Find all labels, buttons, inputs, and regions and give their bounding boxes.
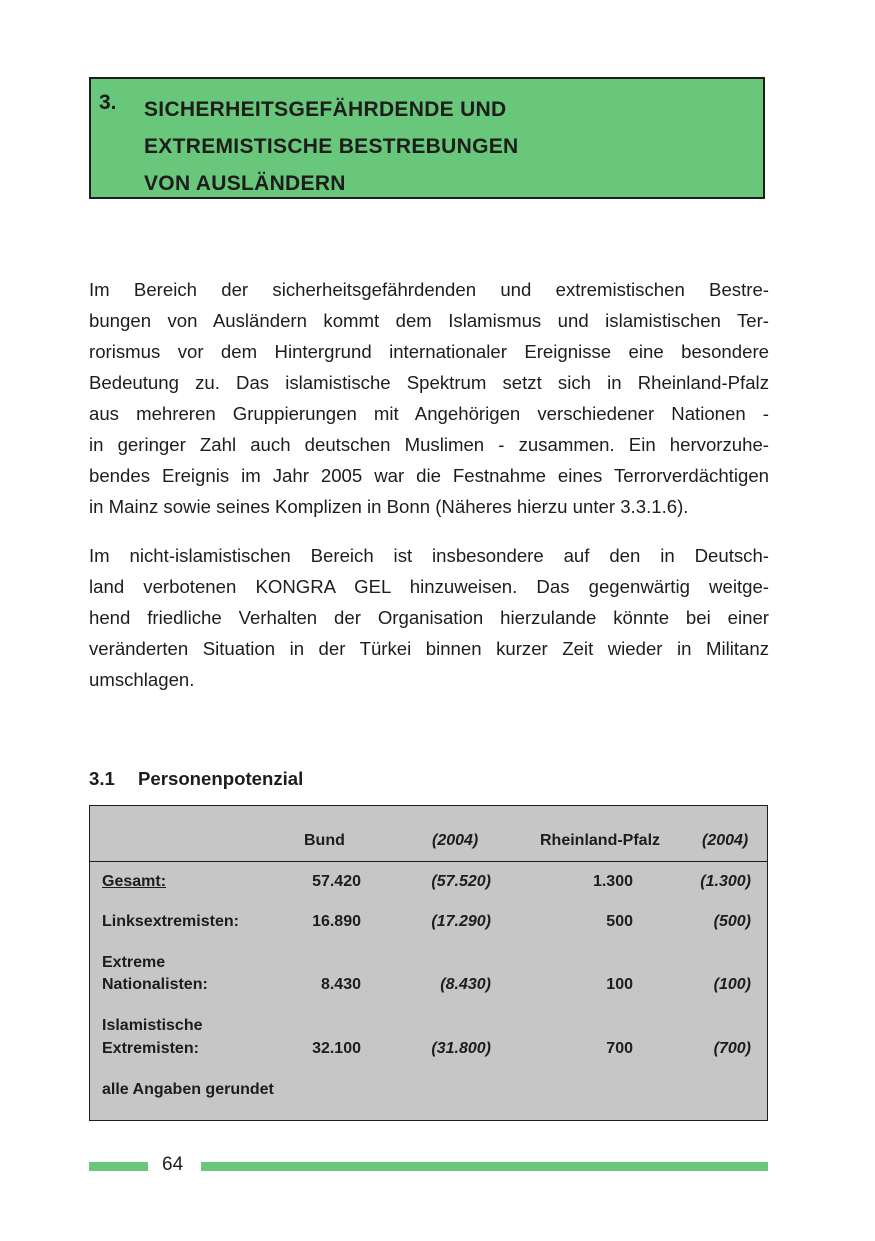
section-title: Personenpotenzial <box>138 768 304 789</box>
text-line: Im nicht-islamistischen Bereich ist insbesondere auf den in Deutsch- <box>89 545 769 566</box>
text-line: bungen von Ausländern kommt dem Islamismus und islamistischen Ter- <box>89 310 769 331</box>
cell-rlp: 700 <box>606 1040 633 1057</box>
text-line: veränderten Situation in der Türkei binnen kurzer Zeit wieder in Militanz <box>89 638 769 659</box>
cell-rlp-2004: (500) <box>713 913 751 930</box>
text-line: hend friedliche Verhalten der Organisation hierzulande könnte bei einer <box>89 607 769 628</box>
cell-bund: 16.890 <box>312 913 361 930</box>
section-heading <box>89 768 303 790</box>
row-label-line1: Islamistische <box>102 1017 203 1034</box>
header-divider <box>90 861 767 862</box>
chapter-title-line: SICHERHEITSGEFÄHRDENDE UND <box>144 98 507 121</box>
column-header-bund-2004: (2004) <box>432 832 479 849</box>
text-line: aus mehreren Gruppierungen mit Angehörigen verschiedener Nationen - <box>89 403 769 424</box>
text-line: Im Bereich der sicherheitsgefährdenden und extremistischen Bestre- <box>89 279 769 300</box>
text-line: in Mainz sowie seines Komplizen in Bonn (Näheres hierzu unter 3.3.1.6). <box>89 496 689 517</box>
cell-bund: 32.100 <box>312 1040 361 1057</box>
chapter-title-line: EXTREMISTISCHE BESTREBUNGEN <box>144 135 519 158</box>
chapter-number: 3. <box>99 91 117 114</box>
cell-bund: 57.420 <box>312 873 361 890</box>
statistics-table <box>89 805 768 1121</box>
page-number: 64 <box>162 1154 184 1175</box>
row-label-linksextremisten: Linksextremisten: <box>102 913 239 930</box>
cell-bund-2004: (31.800) <box>431 1040 491 1057</box>
table-note: alle Angaben gerundet <box>102 1081 274 1098</box>
row-label-extremisten: Extremisten: <box>102 1040 199 1057</box>
body-paragraph-1 <box>89 274 769 522</box>
row-label-nationalisten: Nationalisten: <box>102 976 208 993</box>
row-label-gesamt: Gesamt: <box>102 873 167 890</box>
column-header-bund: Bund <box>304 832 345 849</box>
cell-bund-2004: (57.520) <box>431 873 491 890</box>
cell-bund-2004: (17.290) <box>431 913 491 930</box>
column-header-rlp-2004: (2004) <box>702 832 749 849</box>
chapter-title-line: VON AUSLÄNDERN <box>144 172 346 195</box>
column-header-rheinland-pfalz: Rheinland-Pfalz <box>540 832 661 849</box>
chapter-heading-box <box>89 77 765 199</box>
footer-bar-left <box>89 1162 148 1171</box>
text-line: rorismus vor dem Hintergrund internationaler Ereignisse eine besondere <box>89 341 769 362</box>
section-number: 3.1 <box>89 768 115 789</box>
footer-bar-right <box>201 1162 768 1171</box>
row-label-line1: Extreme <box>102 954 166 971</box>
cell-rlp-2004: (1.300) <box>700 873 751 890</box>
text-line: land verbotenen KONGRA GEL hinzuweisen. Das gegenwärtig weitge- <box>89 576 769 597</box>
body-paragraph-2 <box>89 540 769 695</box>
chapter-title <box>144 91 518 202</box>
cell-rlp-2004: (700) <box>713 1040 751 1057</box>
cell-rlp-2004: (100) <box>713 976 751 993</box>
text-line: bendes Ereignis im Jahr 2005 war die Festnahme eines Terrorverdächtigen <box>89 465 769 486</box>
cell-bund: 8.430 <box>320 976 361 993</box>
cell-rlp: 500 <box>606 913 633 930</box>
text-line: Bedeutung zu. Das islamistische Spektrum setzt sich in Rheinland-Pfalz <box>89 372 769 393</box>
cell-rlp: 1.300 <box>592 873 633 890</box>
cell-bund-2004: (8.430) <box>440 976 491 993</box>
cell-rlp: 100 <box>606 976 633 993</box>
text-line: umschlagen. <box>89 669 195 690</box>
text-line: in geringer Zahl auch deutschen Muslimen - zusammen. Ein hervorzuhe- <box>89 434 769 455</box>
